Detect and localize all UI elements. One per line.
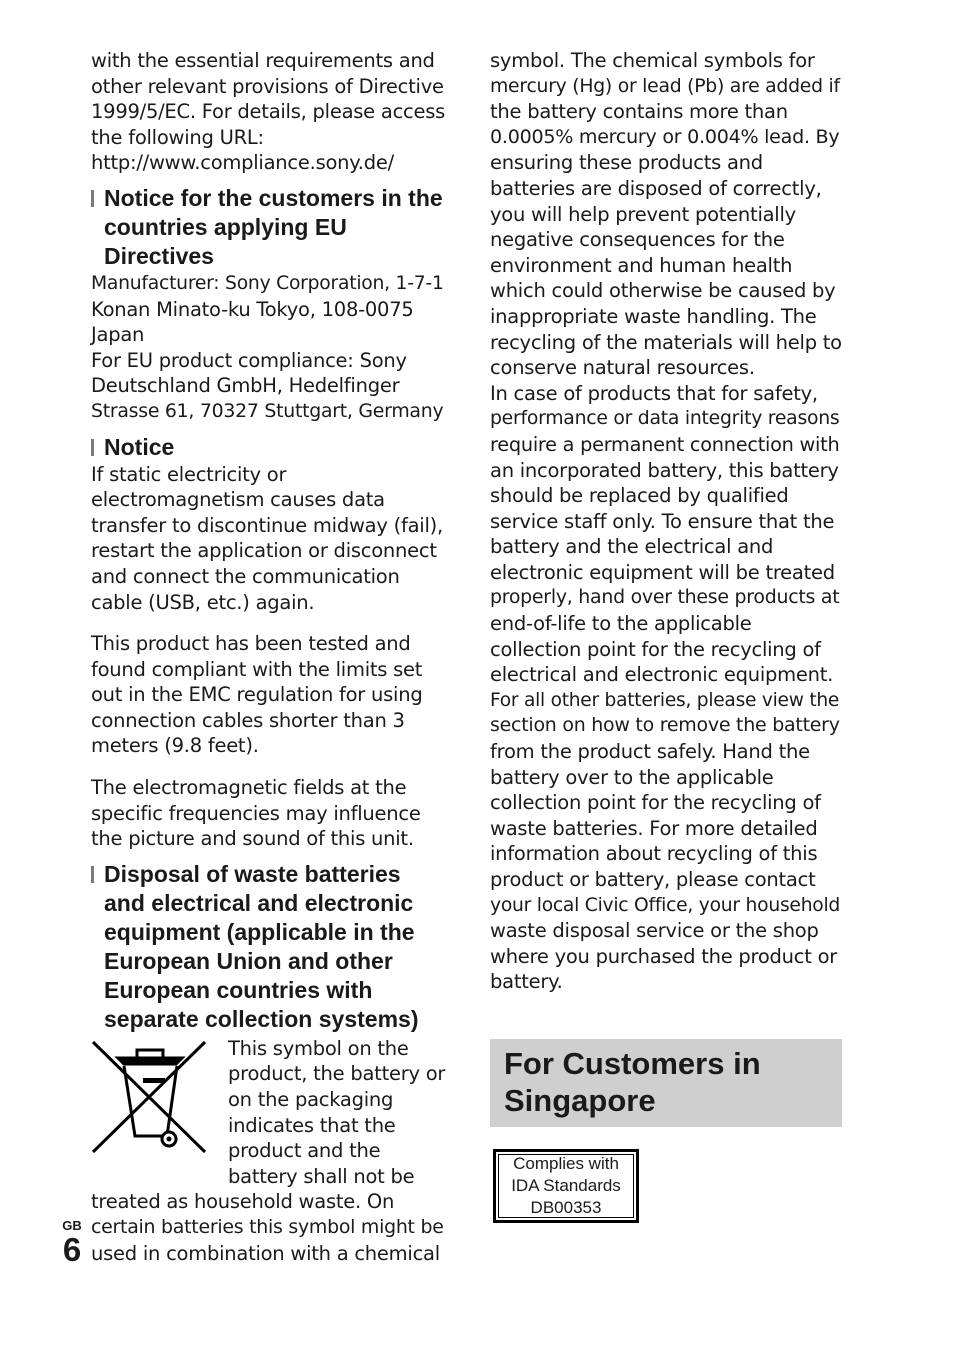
text-line: Deutschland GmbH, Hedelfinger <box>91 374 400 398</box>
text-line: certain batteries this symbol might be <box>91 1216 444 1238</box>
text-line: 1999/5/EC. For details, please access <box>91 100 446 124</box>
text-line: specific frequencies may influence <box>91 801 421 825</box>
page-number-block <box>60 1218 84 1267</box>
text-line: properly, hand over these products at <box>490 586 840 609</box>
electromagnetic-fields-paragraph <box>91 775 446 852</box>
text-line: waste disposal service or the shop <box>490 919 819 943</box>
text-line: indicates that the <box>228 1113 396 1137</box>
static-electricity-paragraph <box>91 462 446 616</box>
text-line: batteries are disposed of correctly, <box>490 176 822 200</box>
text-line: used in combination with a chemical <box>91 1241 440 1265</box>
text-line: where you purchased the product or <box>490 944 838 968</box>
text-line: cable (USB, etc.) again. <box>91 590 315 614</box>
text-line: This product has been tested and <box>91 632 411 656</box>
text-line: your local Civic Office, your household <box>490 894 841 916</box>
text-line: restart the application or disconnect <box>91 539 437 563</box>
text-line: If static electricity or <box>91 462 287 486</box>
text-line: Japan <box>91 323 145 347</box>
text-line: The electromagnetic fields at the <box>91 776 407 800</box>
text-line: symbol. The chemical symbols for <box>490 49 815 72</box>
text-line: recycling of the materials will help to <box>490 330 842 354</box>
weee-continued-text <box>91 1189 446 1266</box>
text-line: Konan Minato-ku Tokyo, 108-0075 <box>91 297 414 321</box>
ida-compliance-label <box>493 1149 639 1223</box>
text-line: which could otherwise be caused by <box>490 279 836 303</box>
text-line: inappropriate waste handling. The <box>490 304 817 328</box>
text-line: ensuring these products and <box>490 151 763 175</box>
ida-label-line: IDA Standards <box>511 1175 621 1195</box>
text-line: http://www.compliance.sony.de/ <box>91 151 394 175</box>
text-line: require a permanent connection with <box>490 432 840 456</box>
text-line: service staff only. To ensure that the <box>490 509 835 533</box>
disposal-heading: Disposal of waste batteries and electrical and electronic equipment (applicable in the European Union and other European countries with separate collection systems) <box>91 860 446 1034</box>
text-line: you will help prevent potentially <box>490 202 796 226</box>
text-line: mercury (Hg) or lead (Pb) are added if <box>490 75 840 97</box>
text-line: out in the EMC regulation for using <box>91 683 423 707</box>
text-line: an incorporated battery, this battery <box>490 458 839 482</box>
text-line: performance or data integrity reasons <box>490 408 840 430</box>
text-line: This symbol on the <box>228 1036 409 1060</box>
text-line: Strasse 61, 70327 Stuttgart, Germany <box>91 399 444 422</box>
weee-section <box>91 1036 446 1266</box>
text-line: on the packaging <box>228 1088 394 1112</box>
text-line: battery over to the applicable <box>490 765 774 789</box>
text-line: conserve natural resources. <box>490 356 755 380</box>
ida-label-line: Complies with <box>513 1153 619 1173</box>
text-line: from the product safely. Hand the <box>490 740 810 764</box>
notice-heading: Notice <box>91 433 446 462</box>
directive-paragraph <box>91 48 446 176</box>
weee-side-text <box>228 1036 446 1190</box>
text-line: information about recycling of this <box>490 842 818 866</box>
text-line: For all other batteries, please view the <box>490 689 840 711</box>
text-line: product and the <box>228 1139 381 1163</box>
text-line: battery shall not be <box>228 1164 415 1188</box>
text-line: battery. <box>490 970 563 994</box>
disposal-paragraph <box>490 48 842 995</box>
text-line: transfer to discontinue midway (fail), <box>91 513 443 537</box>
text-line: connection cables shorter than 3 <box>91 708 405 732</box>
text-line: collection point for the recycling of <box>490 637 821 661</box>
text-line: should be replaced by qualified <box>490 484 789 508</box>
manufacturer-paragraph <box>91 271 446 425</box>
text-line: with the essential requirements and <box>91 49 435 72</box>
text-line: found compliant with the limits set <box>91 657 423 681</box>
text-line: section on how to remove the battery <box>490 714 840 737</box>
singapore-heading <box>490 1039 842 1127</box>
text-line: other relevant provisions of Directive <box>91 74 444 98</box>
text-line: and connect the communication <box>91 564 400 588</box>
text-line: product or battery, please contact <box>490 868 816 891</box>
singapore-heading-line: For Customers in <box>504 1045 761 1081</box>
region-label: GB <box>62 1218 82 1233</box>
emc-paragraph <box>91 631 446 759</box>
eu-directives-heading: Notice for the customers in the countries applying EU Directives <box>91 184 446 271</box>
text-line: meters (9.8 feet). <box>91 734 259 758</box>
text-line: electrical and electronic equipment. <box>490 663 834 687</box>
text-line: Manufacturer: Sony Corporation, 1-7-1 <box>91 272 444 294</box>
text-line: environment and human health <box>490 253 793 277</box>
crossed-out-wheeled-bin-icon <box>91 1036 228 1190</box>
right-column <box>490 48 842 1223</box>
text-line: treated as household waste. On <box>91 1190 395 1214</box>
text-line: battery and the electrical and <box>490 535 774 559</box>
left-column <box>91 48 446 1266</box>
text-line: end-of-life to the applicable <box>490 612 752 636</box>
page-number: 6 <box>62 1231 82 1268</box>
text-line: product, the battery or <box>228 1062 446 1086</box>
text-line: negative consequences for the <box>490 228 785 252</box>
text-line: electronic equipment will be treated <box>490 560 835 584</box>
text-line: waste batteries. For more detailed <box>490 816 818 840</box>
singapore-heading-line: Singapore <box>504 1082 656 1118</box>
text-line: 0.0005% mercury or 0.004% lead. By <box>490 125 840 148</box>
text-line: electromagnetism causes data <box>91 488 385 512</box>
ida-label-line: DB00353 <box>530 1197 602 1217</box>
text-line: In case of products that for safety, <box>490 381 818 405</box>
text-line: For EU product compliance: Sony <box>91 348 407 372</box>
text-line: collection point for the recycling of <box>490 791 821 815</box>
text-line: the battery contains more than <box>490 100 788 124</box>
text-line: the picture and sound of this unit. <box>91 827 414 851</box>
text-line: the following URL: <box>91 125 264 149</box>
